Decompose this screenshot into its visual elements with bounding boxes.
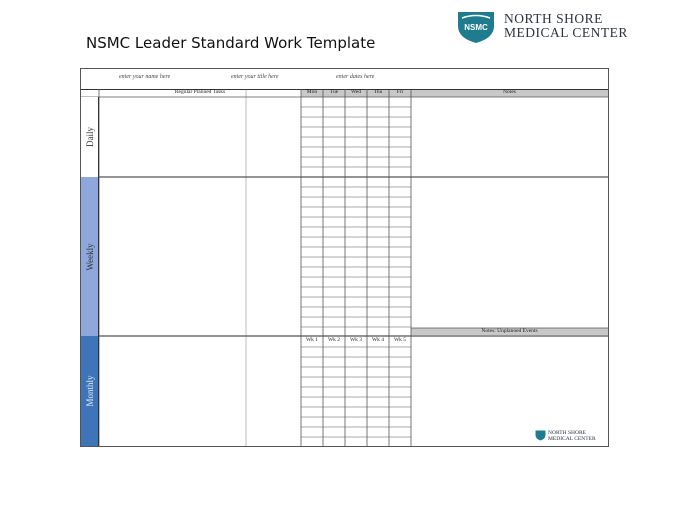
footer-logo	[535, 429, 605, 443]
week-header-4: Wk 4	[371, 337, 385, 343]
mini-shield-icon	[535, 430, 546, 441]
title-field[interactable]: enter your title here	[231, 74, 279, 80]
day-header-thu: Thu	[373, 89, 383, 95]
section-monthly	[81, 336, 99, 446]
week-header-3: Wk 3	[349, 337, 363, 343]
section-daily	[81, 97, 99, 177]
logo-line-1: NORTH SHORE	[504, 11, 603, 26]
footer-logo-line-1: NORTH SHORE	[548, 430, 587, 436]
page-title: NSMC Leader Standard Work Template	[86, 34, 376, 52]
unplanned-notes-header: Notes: Unplanned Events	[481, 328, 538, 334]
week-header-5: Wk 5	[393, 337, 407, 343]
logo-mark: NSMC	[464, 23, 488, 32]
day-header-wed: Wed	[351, 89, 361, 95]
name-field[interactable]: enter your name here	[119, 74, 171, 80]
logo-wordmark	[504, 12, 628, 40]
day-header-fri: Fri	[396, 89, 404, 95]
week-header-2: Wk 2	[327, 337, 341, 343]
section-monthly-label: Monthly	[84, 375, 95, 407]
logo-line-2: MEDICAL CENTER	[504, 25, 628, 40]
notes-column-header: Notes	[503, 89, 516, 95]
task-grid	[81, 69, 608, 446]
footer-logo-line-2: MEDICAL CENTER	[548, 436, 596, 442]
shield-logo-icon	[456, 10, 496, 44]
tasks-column-header: Regular Planned Tasks	[174, 89, 226, 95]
section-daily-label: Daily	[84, 127, 95, 147]
day-header-mon: Mon	[306, 89, 318, 95]
day-header-tue: Tue	[329, 89, 339, 95]
section-weekly	[81, 177, 99, 336]
dates-field[interactable]: enter dates here	[336, 74, 375, 80]
standard-work-sheet	[80, 68, 609, 447]
footer-logo-wordmark	[548, 430, 596, 442]
section-weekly-label: Weekly	[84, 242, 95, 271]
week-header-1: Wk 1	[305, 337, 319, 343]
nsmc-logo	[456, 10, 666, 46]
